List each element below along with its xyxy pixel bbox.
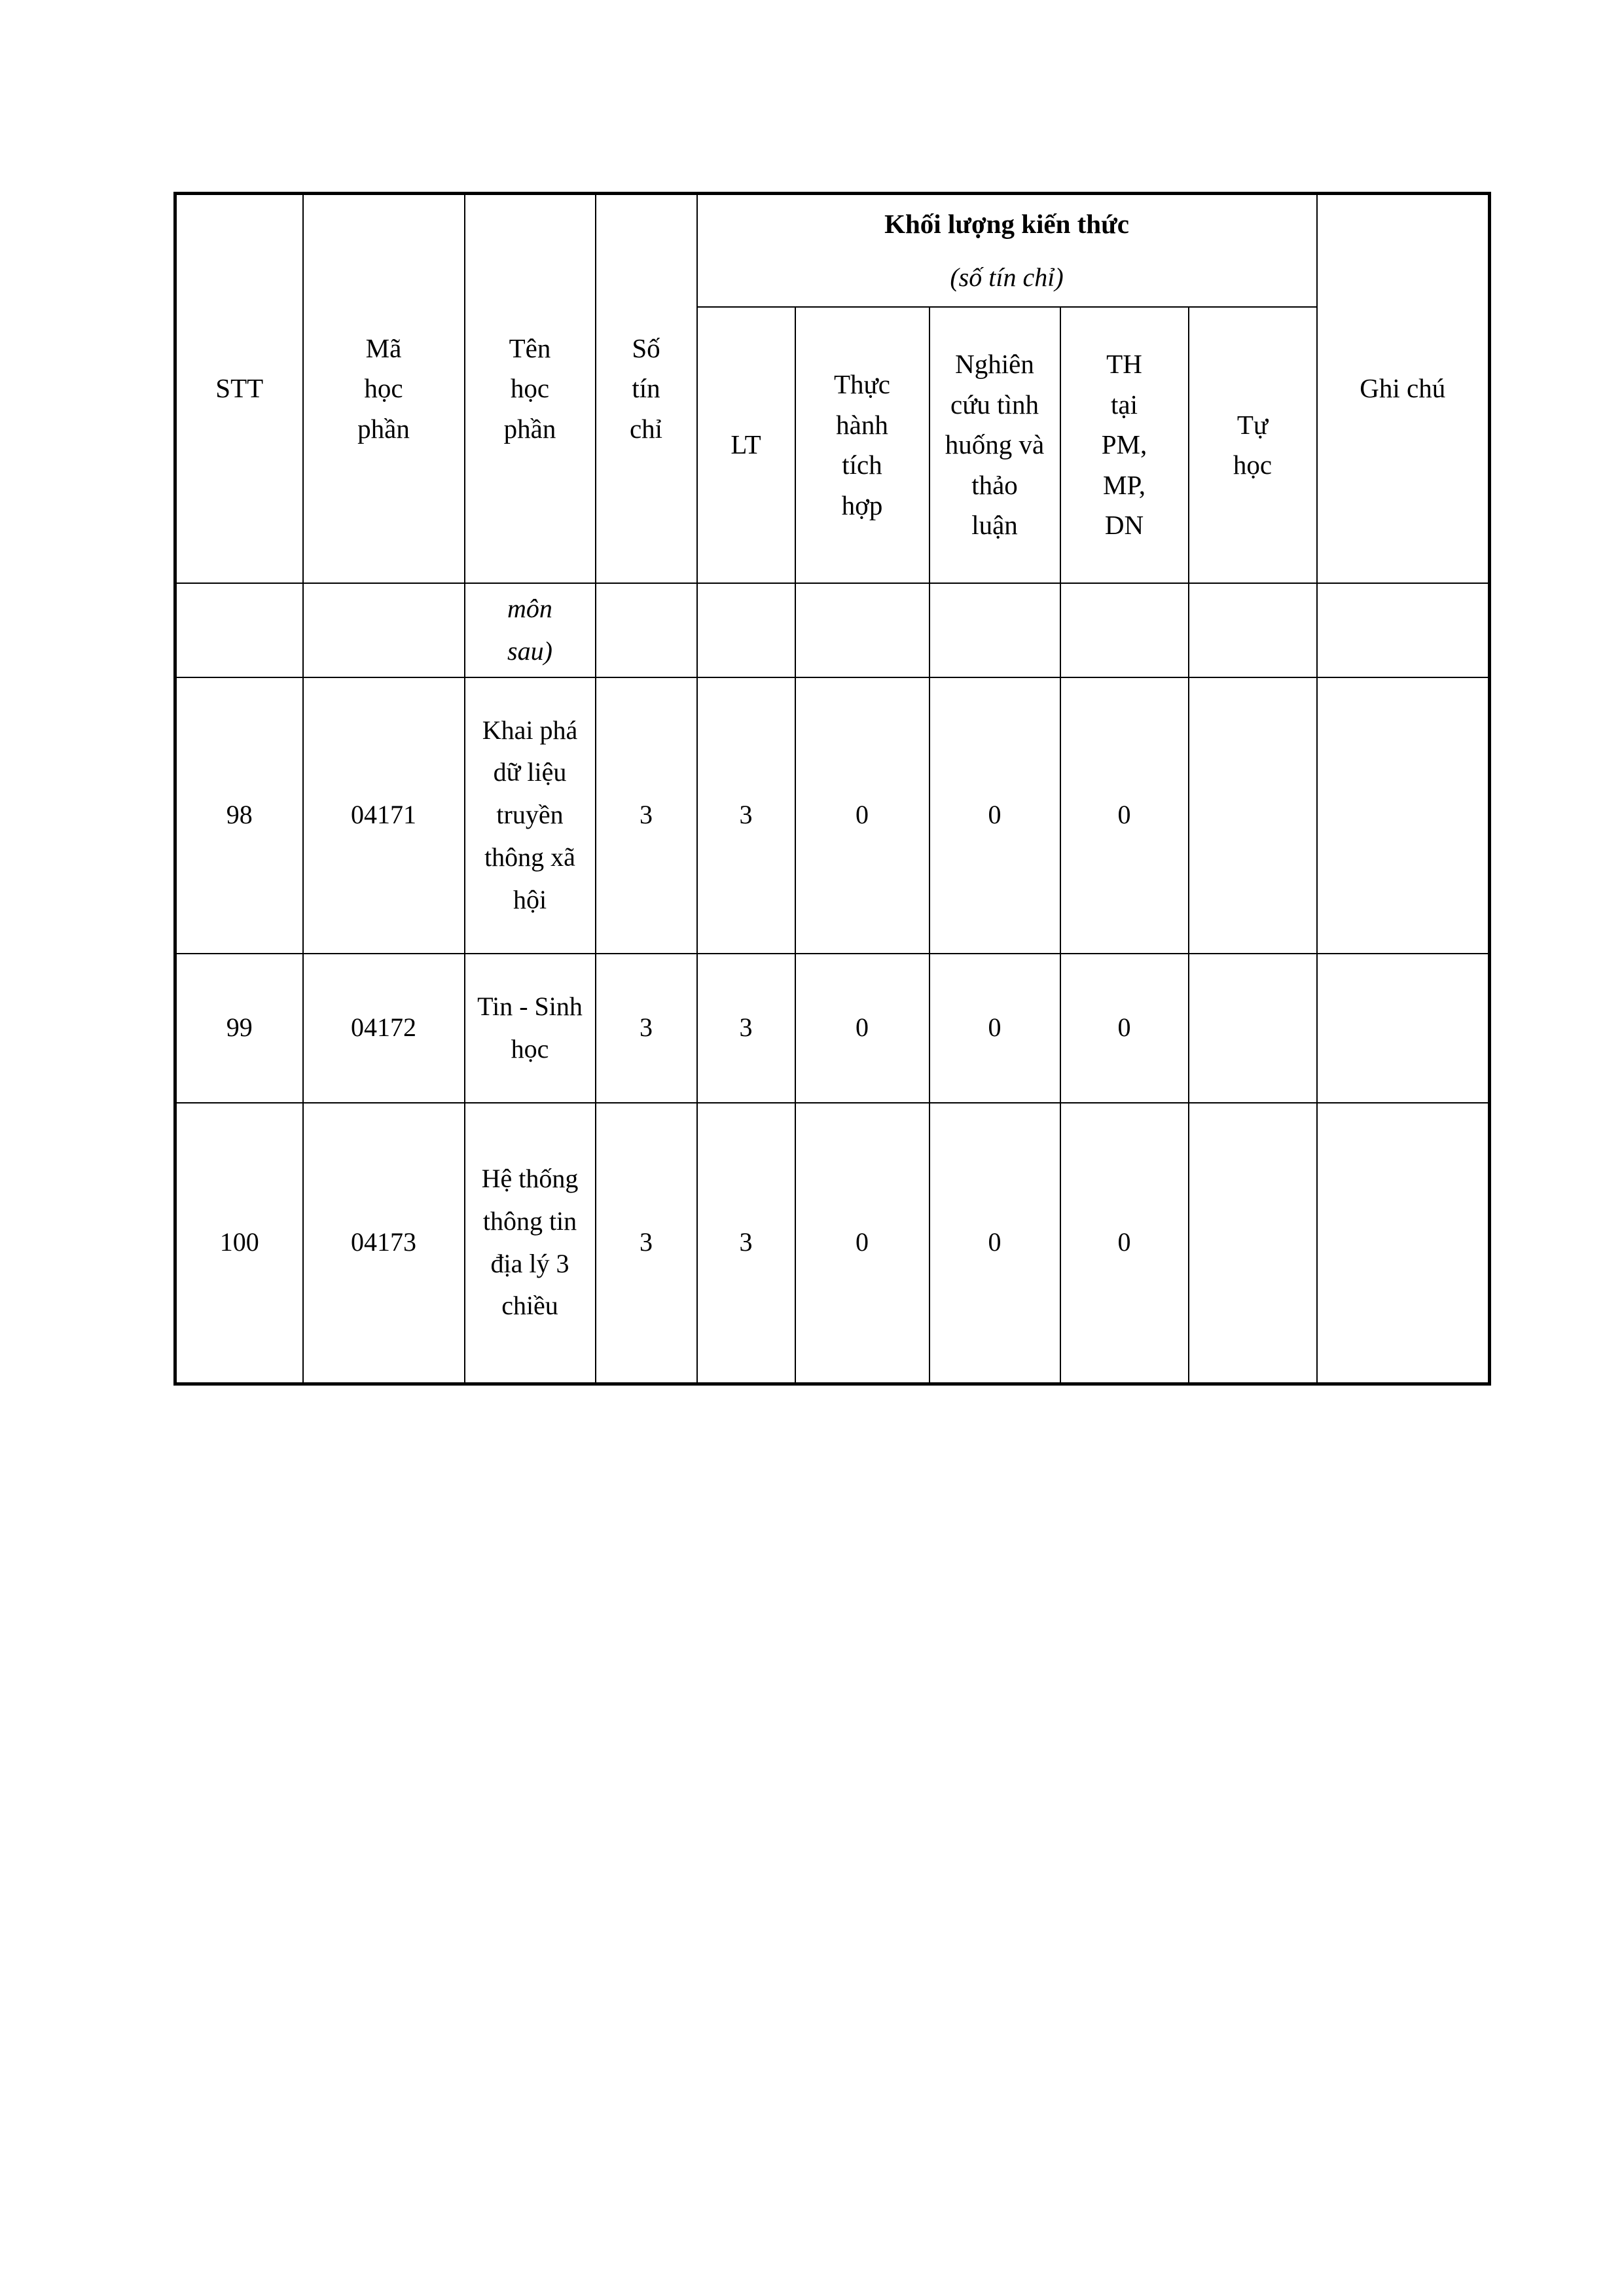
column-header-lt-label: LT <box>731 429 761 460</box>
cell-lt: 3 <box>697 954 795 1103</box>
cell-ghi-chu <box>1317 1103 1490 1384</box>
column-header-stt <box>175 194 303 584</box>
cell-th-tai-pm: 0 <box>1060 1103 1189 1384</box>
cell-ten-hoc-phan <box>465 583 596 677</box>
cell-nghien-cuu: 0 <box>929 954 1060 1103</box>
cell-tu-hoc <box>1189 583 1317 677</box>
table-row <box>175 1103 1490 1384</box>
column-header-lt <box>697 307 795 583</box>
cell-lt: 3 <box>697 677 795 954</box>
column-header-ghi-chu <box>1317 194 1490 584</box>
group-header-title: Khối lượng kiến thức <box>884 209 1129 240</box>
table-header-group-row <box>175 194 1490 308</box>
cell-ten-hoc-phan-text: môn sau) <box>507 594 552 666</box>
column-header-ten-hoc-phan <box>465 194 596 584</box>
cell-nghien-cuu: 0 <box>929 677 1060 954</box>
column-header-th-tai-pm <box>1060 307 1189 583</box>
cell-th-tai-pm: 0 <box>1060 954 1189 1103</box>
cell-nghien-cuu: 0 <box>929 1103 1060 1384</box>
cell-so-tin-chi: 3 <box>596 677 697 954</box>
cell-thuc-hanh-tich-hop: 0 <box>795 677 929 954</box>
cell-lt: 3 <box>697 1103 795 1384</box>
column-header-ma-hoc-phan <box>303 194 465 584</box>
cell-ghi-chu <box>1317 583 1490 677</box>
cell-tu-hoc <box>1189 1103 1317 1384</box>
cell-ma-hoc-phan <box>303 583 465 677</box>
course-credit-table <box>173 192 1491 1386</box>
column-header-so-tin-chi-label: Số tín chỉ <box>629 332 663 444</box>
cell-ten-hoc-phan: Tin - Sinh học <box>465 954 596 1103</box>
cell-th-tai-pm: 0 <box>1060 677 1189 954</box>
cell-ten-hoc-phan: Hệ thống thông tin địa lý 3 chiều <box>465 1103 596 1384</box>
course-table-container <box>173 192 1488 1386</box>
cell-th-tai-pm <box>1060 583 1189 677</box>
cell-ma-hoc-phan: 04173 <box>303 1103 465 1384</box>
cell-tu-hoc <box>1189 954 1317 1103</box>
group-header-subtitle: (số tín chỉ) <box>950 262 1064 292</box>
column-header-thuc-hanh-tich-hop-label: Thực hành tích hợp <box>834 369 890 520</box>
cell-ma-hoc-phan: 04172 <box>303 954 465 1103</box>
column-header-ma-hoc-phan-label: Mã học phần <box>357 332 410 444</box>
column-header-tu-hoc-label: Tự học <box>1233 409 1272 480</box>
cell-lt <box>697 583 795 677</box>
cell-stt <box>175 583 303 677</box>
cell-nghien-cuu <box>929 583 1060 677</box>
column-header-thuc-hanh-tich-hop <box>795 307 929 583</box>
column-header-ten-hoc-phan-label: Tên học phần <box>503 332 556 444</box>
column-header-stt-label: STT <box>215 373 264 404</box>
column-header-so-tin-chi <box>596 194 697 584</box>
table-header <box>175 194 1490 584</box>
cell-so-tin-chi: 3 <box>596 1103 697 1384</box>
cell-thuc-hanh-tich-hop: 0 <box>795 1103 929 1384</box>
cell-so-tin-chi <box>596 583 697 677</box>
column-header-group-khoi-luong-kien-thuc <box>697 194 1317 308</box>
column-header-tu-hoc <box>1189 307 1317 583</box>
cell-stt: 99 <box>175 954 303 1103</box>
cell-tu-hoc <box>1189 677 1317 954</box>
column-header-nghien-cuu-tinh-huong-label: Nghiên cứu tình huống và thảo luận <box>945 349 1045 541</box>
table-body <box>175 583 1490 1384</box>
table-row <box>175 583 1490 677</box>
column-header-ghi-chu-label: Ghi chú <box>1360 373 1446 404</box>
cell-thuc-hanh-tich-hop: 0 <box>795 954 929 1103</box>
cell-stt: 100 <box>175 1103 303 1384</box>
column-header-nghien-cuu-tinh-huong <box>929 307 1060 583</box>
column-header-th-tai-pm-label: TH tại PM, MP, DN <box>1101 349 1147 541</box>
cell-so-tin-chi: 3 <box>596 954 697 1103</box>
table-row <box>175 677 1490 954</box>
cell-ma-hoc-phan: 04171 <box>303 677 465 954</box>
cell-ghi-chu <box>1317 954 1490 1103</box>
cell-ghi-chu <box>1317 677 1490 954</box>
table-row <box>175 954 1490 1103</box>
cell-ten-hoc-phan: Khai phá dữ liệu truyền thông xã hội <box>465 677 596 954</box>
cell-stt: 98 <box>175 677 303 954</box>
cell-thuc-hanh-tich-hop <box>795 583 929 677</box>
